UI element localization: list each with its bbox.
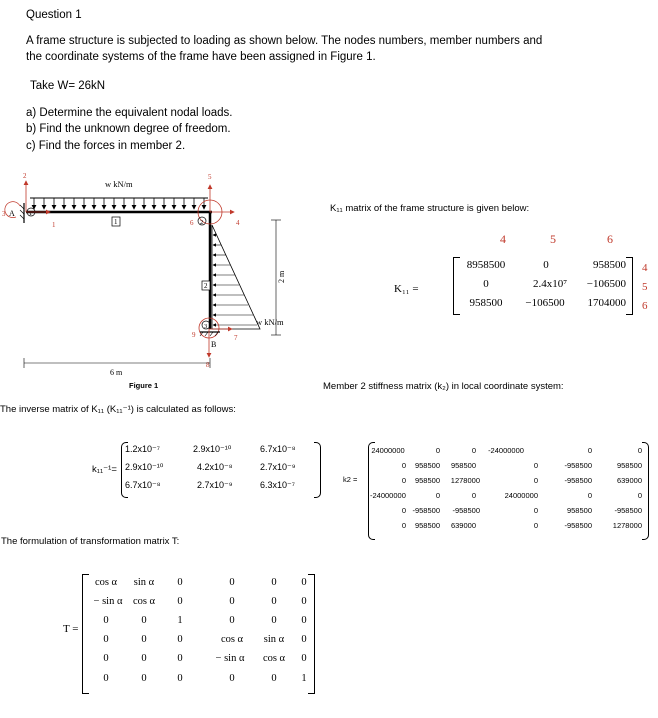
k2-cell: 0 <box>637 446 642 455</box>
k2-cell: 958500 <box>616 461 642 470</box>
k11-caption: K₁₁ matrix of the frame structure is given below: <box>330 203 530 214</box>
k2-cell: 24000000 <box>504 491 538 500</box>
t-cell: 0 <box>103 634 109 645</box>
side-load-arrows <box>213 235 257 325</box>
t-cell: 0 <box>229 673 235 684</box>
question-title: Question 1 <box>26 9 82 21</box>
k2-cell: 0 <box>533 521 538 530</box>
t-cell: 0 <box>301 615 307 626</box>
k11-cell: 1704000 <box>587 297 626 309</box>
k2-cell: 958500 <box>414 521 440 530</box>
k11-matrix <box>456 259 636 315</box>
top-load-label: w kN/m <box>105 179 133 189</box>
k2-cell: 0 <box>533 476 538 485</box>
k2-cell: 24000000 <box>371 446 405 455</box>
k2-cell: 0 <box>533 506 538 515</box>
figure-caption: Figure 1 <box>129 381 159 390</box>
k2-cell: -958500 <box>452 506 480 515</box>
k2-cell: 0 <box>533 461 538 470</box>
t-cell: cos α <box>262 653 286 664</box>
t-cell: 1 <box>301 673 307 684</box>
k11-inverse-cell: 1.2x10⁻⁷ <box>125 444 161 454</box>
node-label-B: B <box>211 340 217 349</box>
k2-cell: 958500 <box>414 461 440 470</box>
k2-cell: 0 <box>587 491 592 500</box>
k2-cell: -958500 <box>614 506 642 515</box>
k2-cell: -958500 <box>564 476 592 485</box>
k11-inverse-cell: 2.7x10⁻⁹ <box>260 462 296 472</box>
part-c: c) Find the forces in member 2. <box>26 140 186 152</box>
k2-caption: Member 2 stiffness matrix (k₂) in local coordinate system: <box>323 381 564 392</box>
k11-cell: 958500 <box>593 259 626 271</box>
side-load-label: w kN/m <box>256 317 284 327</box>
t-cell: 0 <box>301 596 307 607</box>
given-load: Take W= 26kN <box>30 80 106 92</box>
t-cell: sin α <box>263 634 285 645</box>
k2-cell: 958500 <box>414 476 440 485</box>
k11-row-labels <box>642 259 656 316</box>
dof-7-label: 7 <box>234 334 238 342</box>
k2-symbol: k2 = <box>343 475 358 484</box>
t-cell: − sin α <box>93 596 123 607</box>
member-2-number: 2 <box>204 282 208 290</box>
t-cell: cos α <box>220 634 244 645</box>
k2-cell: 958500 <box>566 506 592 515</box>
k11-inverse-cell: 6.7x10⁻⁸ <box>125 480 161 490</box>
t-cell: 0 <box>177 596 183 607</box>
t-cell: 0 <box>177 653 183 664</box>
t-cell: 0 <box>141 615 147 626</box>
k2-cell: 0 <box>401 476 406 485</box>
k2-cell: 958500 <box>450 461 476 470</box>
horizontal-dimension-label: 6 m <box>110 368 123 377</box>
k11-inverse-matrix <box>125 444 320 498</box>
side-load-outline <box>212 225 260 329</box>
t-cell: sin α <box>133 577 155 588</box>
k2-cell: 1278000 <box>612 521 642 530</box>
k11-inverse-cell: 2.9x10⁻¹⁰ <box>125 462 164 472</box>
t-cell: 0 <box>271 577 277 588</box>
k2-cell: -24000000 <box>488 446 524 455</box>
k2-cell: 0 <box>401 506 406 515</box>
dof-3-label: 3 <box>2 210 6 218</box>
node-1-number: 1 <box>29 210 33 217</box>
top-load-arrows <box>34 198 204 209</box>
dof-2-label: 2 <box>23 172 27 180</box>
k2-cell: -958500 <box>412 506 440 515</box>
k11-col-label: 6 <box>607 232 613 246</box>
t-cell: 0 <box>301 634 307 645</box>
k11-row-label: 4 <box>642 262 648 274</box>
t-cell: 0 <box>271 615 277 626</box>
k11-cell: −106500 <box>525 297 565 309</box>
k2-cell: -958500 <box>564 521 592 530</box>
k11-column-labels <box>473 232 658 248</box>
t-cell: 0 <box>177 577 183 588</box>
t-cell: cos α <box>132 596 156 607</box>
k11-inverse-cell: 2.9x10⁻¹⁰ <box>193 444 232 454</box>
k2-cell: 1278000 <box>450 476 480 485</box>
k2-cell: 0 <box>435 446 440 455</box>
k2-cell: -958500 <box>564 461 592 470</box>
k11-cell: −106500 <box>586 278 626 290</box>
k11-cell: 2.4x10⁷ <box>532 278 568 290</box>
node-2-number: 2 <box>200 219 204 226</box>
t-cell: 0 <box>271 673 277 684</box>
k2-cell: 639000 <box>450 521 476 530</box>
t-cell: 0 <box>103 653 109 664</box>
k2-cell: 0 <box>637 491 642 500</box>
t-cell: 0 <box>103 673 109 684</box>
t-cell: 0 <box>229 615 235 626</box>
k2-cell: 0 <box>471 446 476 455</box>
k11-inverse-cell: 4.2x10⁻⁸ <box>197 462 233 472</box>
t-cell: 0 <box>301 577 307 588</box>
dof-9-label: 9 <box>192 331 196 339</box>
k11-cell: 8958500 <box>466 259 506 271</box>
k2-matrix <box>370 446 646 538</box>
k2-cell: 0 <box>401 521 406 530</box>
dof-8-label: 8 <box>206 361 210 369</box>
k11-inverse-cell: 6.7x10⁻⁸ <box>260 444 296 454</box>
member-1-number: 1 <box>114 218 118 226</box>
t-cell: 0 <box>177 673 183 684</box>
k2-cell: 0 <box>471 491 476 500</box>
t-cell: 0 <box>141 673 147 684</box>
t-cell: 0 <box>271 596 277 607</box>
transformation-matrix <box>86 577 312 695</box>
k11-cell: 0 <box>483 278 489 290</box>
node-label-A: A <box>9 209 15 218</box>
k2-cell: -24000000 <box>370 491 406 500</box>
k2-cell: 639000 <box>616 476 642 485</box>
t-cell: 0 <box>229 596 235 607</box>
vertical-dimension-label: 2 m <box>277 270 286 283</box>
t-cell: 0 <box>141 634 147 645</box>
t-cell: − sin α <box>215 653 245 664</box>
question-intro-line1: A frame structure is subjected to loading as shown below. The nodes numbers, member numbers and <box>26 35 543 47</box>
t-cell: 0 <box>177 634 183 645</box>
t-cell: 1 <box>177 615 183 626</box>
question-intro-line2: the coordinate systems of the frame have been assigned in Figure 1. <box>26 51 376 63</box>
k11-inverse-cell: 2.7x10⁻⁹ <box>197 480 233 490</box>
k11-inverse-caption: The inverse matrix of K₁₁ (K₁₁⁻¹) is calculated as follows: <box>0 404 236 415</box>
dof-6-label: 6 <box>190 219 194 227</box>
t-cell: 0 <box>301 653 307 664</box>
k11-symbol: K₁₁ = <box>394 283 419 295</box>
k2-cell: 0 <box>401 461 406 470</box>
fixed-support-A <box>20 203 24 223</box>
k11-col-label: 4 <box>500 232 506 246</box>
k11-inverse-symbol: k₁₁⁻¹= <box>92 464 117 475</box>
transformation-symbol: T = <box>63 623 79 635</box>
dof-1-label: 1 <box>52 221 56 229</box>
k11-cell: 0 <box>543 259 549 271</box>
t-cell: 0 <box>229 577 235 588</box>
frame-figure <box>0 165 330 395</box>
node-3-number: 3 <box>204 323 208 330</box>
t-cell: 0 <box>141 653 147 664</box>
k11-cell: 958500 <box>469 297 503 309</box>
k11-col-label: 5 <box>550 232 556 246</box>
k2-cell: 0 <box>587 446 592 455</box>
k11-inverse-cell: 6.3x10⁻⁷ <box>260 480 296 490</box>
k2-cell: 0 <box>435 491 440 500</box>
t-cell: 0 <box>103 615 109 626</box>
dof-5-label: 5 <box>208 173 212 181</box>
k11-row-label: 5 <box>642 281 648 293</box>
k11-row-label: 6 <box>642 300 648 312</box>
dof-4-label: 4 <box>236 219 240 227</box>
part-a: a) Determine the equivalent nodal loads. <box>26 107 233 119</box>
part-b: b) Find the unknown degree of freedom. <box>26 123 231 135</box>
transformation-caption: The formulation of transformation matrix T: <box>1 536 180 547</box>
t-cell: cos α <box>94 577 118 588</box>
